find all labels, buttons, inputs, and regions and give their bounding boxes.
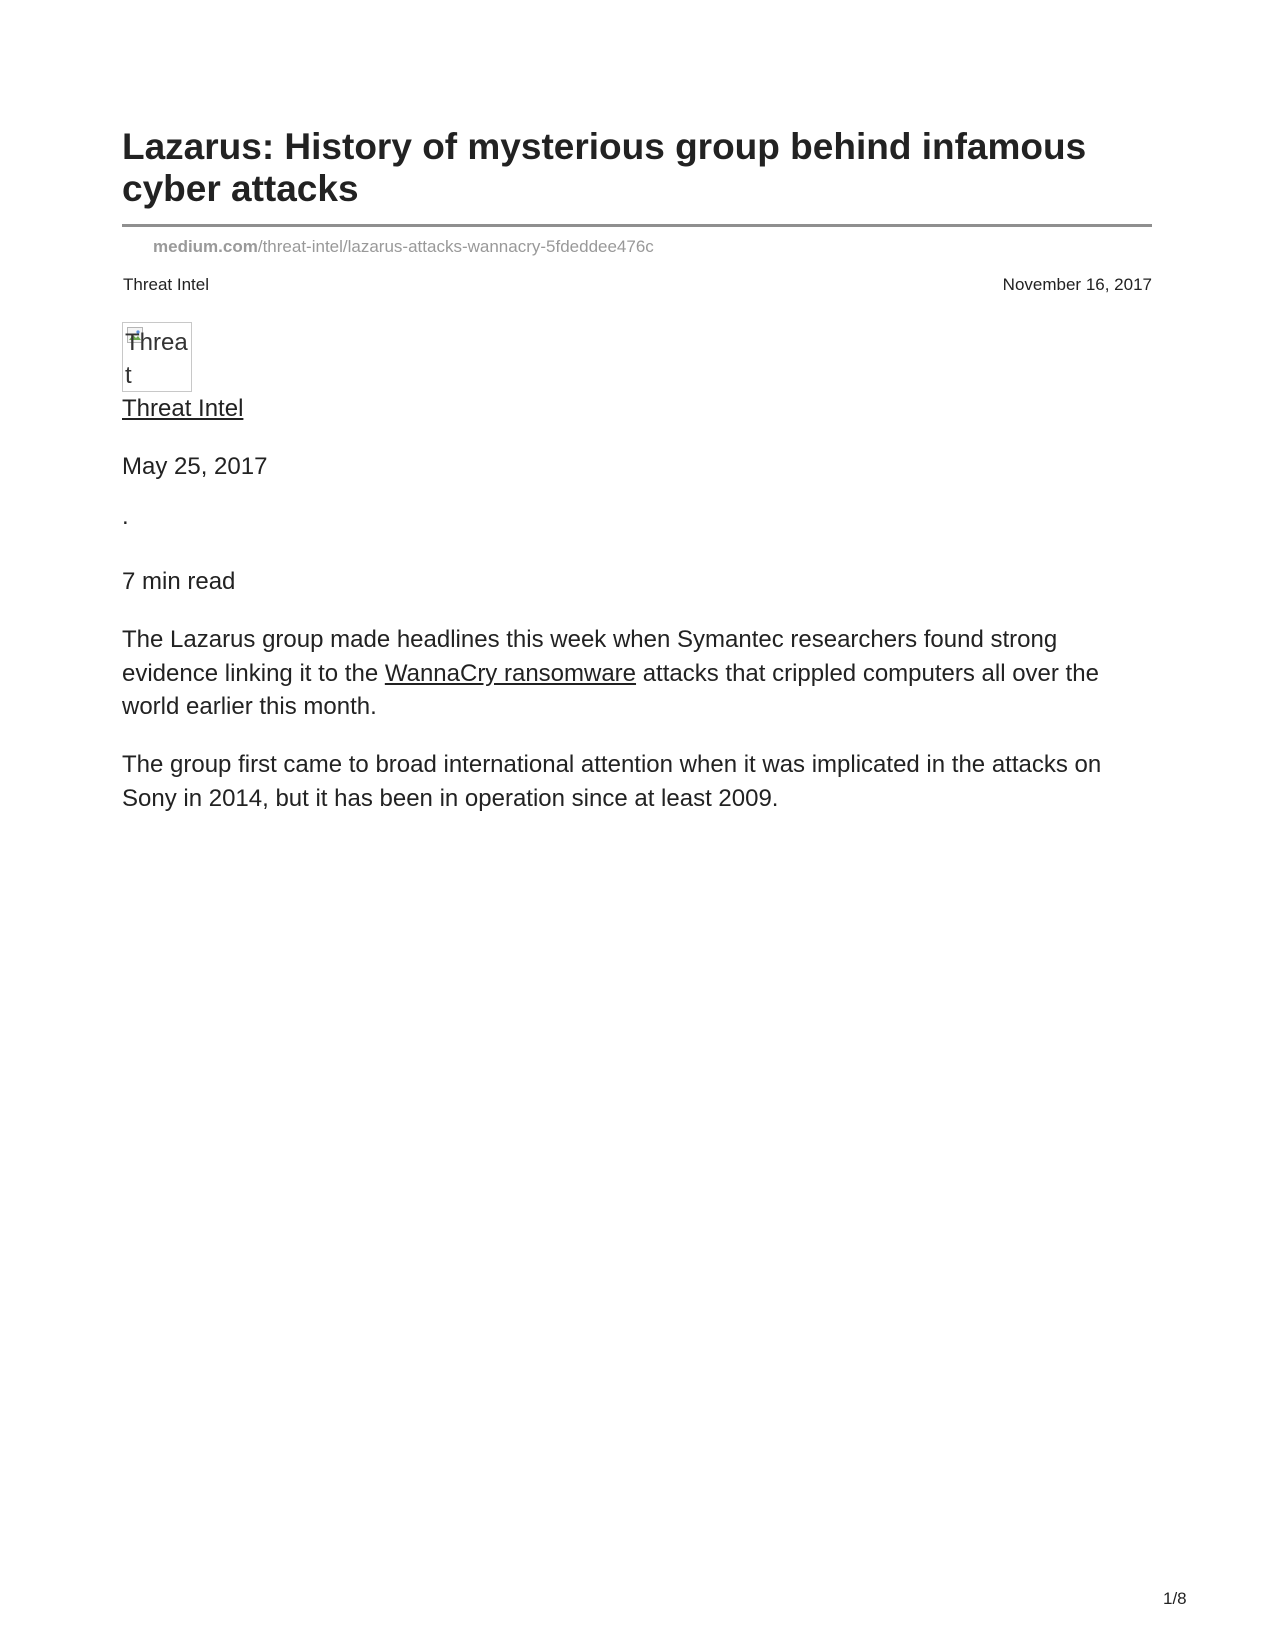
title-divider	[122, 224, 1152, 227]
wannacry-ransomware-link[interactable]: WannaCry ransomware	[384, 659, 637, 687]
source-domain: medium.com	[153, 237, 258, 256]
paragraph-text: The Lazarus group made headlines this week when Symantec researchers found strong evidence linking it to the	[122, 626, 1058, 687]
author-link[interactable]: Threat Intel	[122, 395, 244, 422]
article-paragraph-2: The group first came to broad international attention when it was implicated in the attacks on Sony in 2014, but it has been in operation since at least 2009.	[122, 751, 1102, 812]
paragraph-text: attacks that crippled computers all over the world earlier this month.	[122, 659, 1099, 720]
published-date: May 25, 2017	[122, 453, 268, 480]
source-url[interactable]	[153, 236, 654, 258]
saved-date: November 16, 2017	[1002, 275, 1152, 294]
article-paragraph-1	[122, 623, 1152, 724]
source-path: /threat-intel/lazarus-attacks-wannacry-5fdeddee476c	[257, 237, 654, 256]
avatar-alt-text: Threat	[125, 329, 188, 389]
page-number: 1/8	[1163, 1589, 1187, 1608]
read-time: 7 min read	[122, 568, 236, 595]
meta-separator: .	[122, 503, 129, 530]
author-avatar[interactable]	[122, 322, 192, 392]
article-title: Lazarus: History of mysterious group behind infamous cyber attacks	[122, 126, 1087, 209]
publisher-label: Threat Intel	[123, 275, 209, 294]
